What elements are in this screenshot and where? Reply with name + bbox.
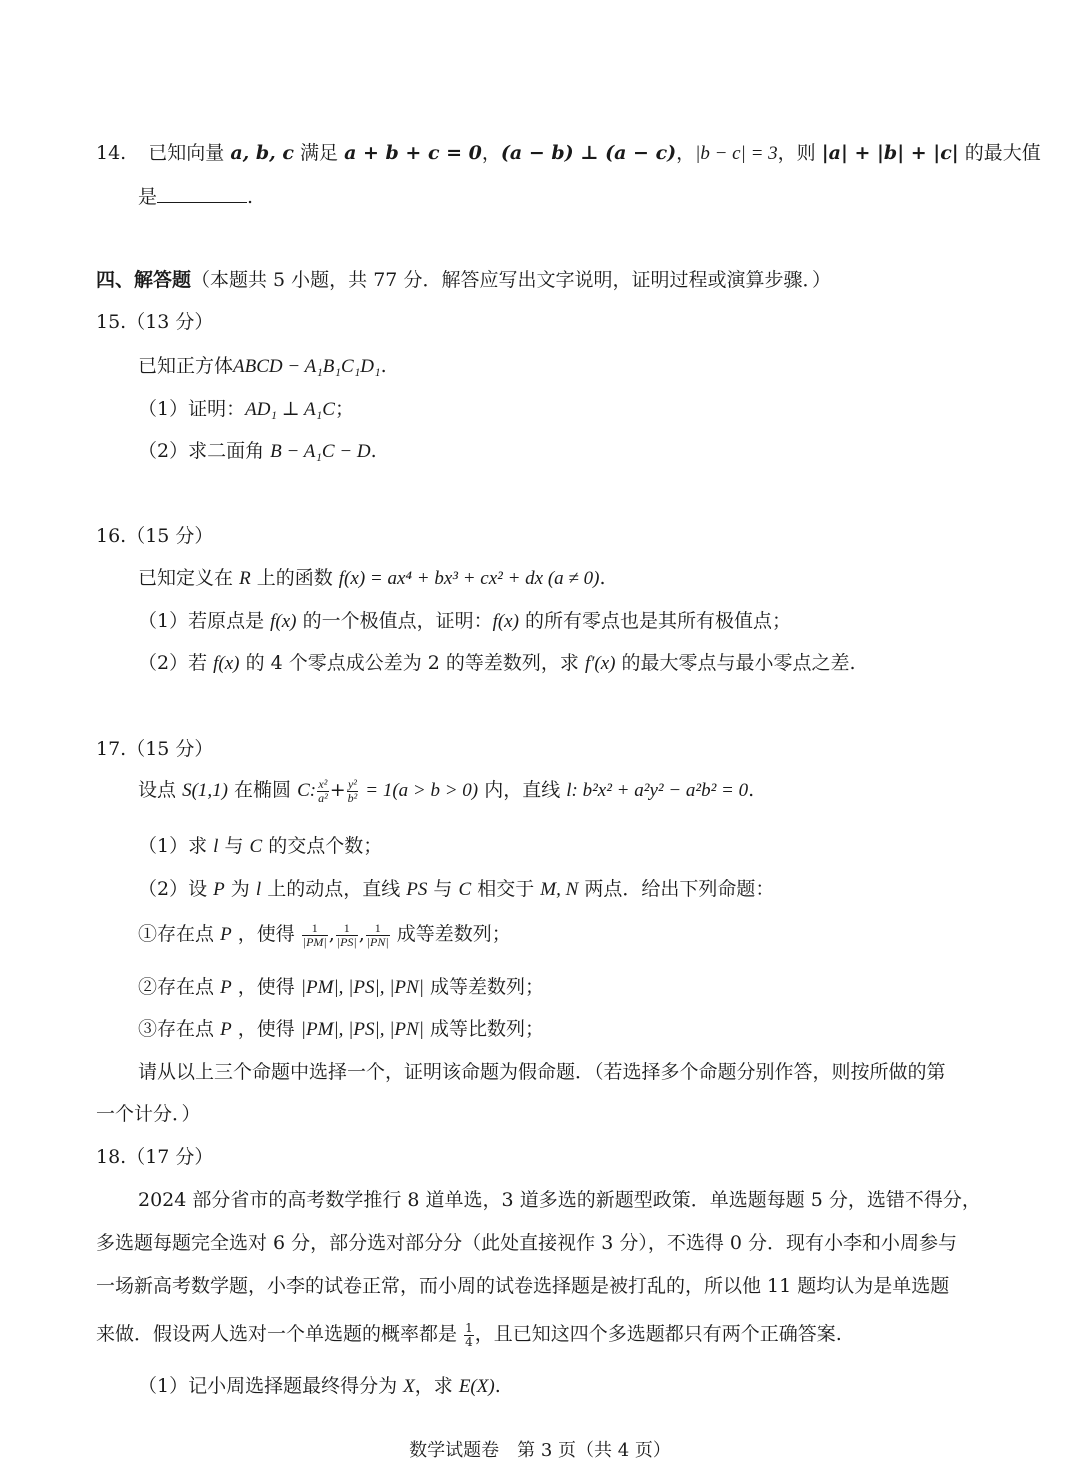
q17-frac-y: [347, 778, 359, 804]
q15-part1: （1）证明：AD₁ ⊥ A₁C；: [138, 398, 354, 420]
q14-condition-perp: (a − b) ⊥ (a − c): [500, 142, 677, 164]
q17-instruction-line1: 请从以上三个命题中选择一个，证明该命题为假命题．（若选择多个命题分别作答，则按所做的第: [138, 1061, 946, 1083]
q15-part2-math: B − A₁C − D: [270, 441, 371, 462]
q17-ps: PS: [406, 879, 428, 900]
q16-part1-c: 的所有零点也是其所有极值点；: [525, 610, 792, 632]
q17-prop-b: ，使得: [237, 1018, 295, 1040]
q17-frac-ps-den: |PS|: [336, 934, 357, 949]
q16-function: f(x) = ax⁴ + bx³ + cx² + dx (a ≠ 0): [338, 568, 600, 589]
q17-intro-a: 设点: [138, 779, 177, 802]
q15-part1-math: AD₁ ⊥ A₁C: [245, 399, 335, 420]
q17-intro-c: 内，直线: [484, 779, 561, 802]
q16-part2-c: 的最大零点与最小零点之差.: [621, 652, 856, 674]
q18-part1-b: ，求: [414, 1375, 453, 1397]
q14-condition-norm: |b − c| = 3: [695, 143, 778, 164]
q17-prop1: ①存在点 P ，使得 $\frac{1}{|PM|}$ , $\frac{1}{|PS|}$ , $\frac{1}{|PN|}$ 成等差数列；: [138, 921, 511, 949]
section-four-heading: [96, 269, 831, 292]
q16-intro: 已知定义在 R 上的函数 f(x) = ax⁴ + bx³ + cx² + dx (a ≠ 0).: [138, 567, 606, 589]
q17-part2-c: 上的动点，直线: [267, 878, 401, 900]
q18-x: X: [403, 1376, 415, 1397]
q16-part1-a: （1）若原点是: [138, 610, 265, 632]
q18-line4: [96, 1322, 842, 1348]
q17-part2-e: 两点．给出下列命题：: [584, 878, 775, 900]
q17-c: C: [249, 836, 263, 857]
q17-ellipse-eq: = 1(a > b > 0): [365, 780, 479, 802]
q17-part1-c: 的交点个数；: [268, 835, 383, 857]
q17-p: P: [220, 977, 232, 998]
q17-frac-x-den: a²: [318, 790, 328, 805]
q16-intro-a: 已知定义在: [138, 567, 234, 589]
q17-part2-b: 为: [230, 878, 250, 900]
q17-part1-b: 与: [433, 878, 453, 900]
q17-prop2-a: ②存在点: [138, 976, 215, 998]
page-footer: 数学试题卷 第 3 页（共 4 页）: [409, 1440, 671, 1461]
q18-line1: 2024 部分省市的高考数学推行 8 道单选，3 道多选的新题型政策．单选题每题 5 分，选错不得分，: [138, 1189, 981, 1211]
q18-line3: 一场新高考数学题，小李的试卷正常，而小周的试卷选择题是被打乱的，所以他 11 题均认为是单选题: [96, 1275, 950, 1297]
q17-prop2: [138, 976, 544, 1000]
q17-part2: [138, 878, 774, 902]
q17-frac-y-num: y²: [347, 777, 357, 791]
q17-frac-x: [317, 778, 329, 804]
q14-condition-sum: a + b + c = 0: [344, 142, 482, 164]
q17-frac-pm-num: 1: [302, 922, 328, 936]
q17-frac-pn-den: |PN|: [366, 934, 389, 949]
q16-domain: R: [239, 568, 251, 589]
q17-prop3-a: ③存在点: [138, 1018, 215, 1040]
q14-text-e: 是: [138, 186, 158, 208]
q14-text-b: 满足: [300, 142, 339, 164]
q17-part1-a: （1）求: [138, 835, 208, 857]
q16-part2-a: （2）若: [138, 652, 208, 674]
q17-intro: 设点 S(1,1) 在椭圆 C: $\frac{\text{x²}}{\text{a²}}$ + $\frac{\text{y²}}{\text{b²}}$ = 1(a > b > 0) 内，直线 l: b²x² + a²y² − a²b² = 0.: [138, 777, 755, 805]
q18-prob-den: 4: [465, 1334, 473, 1349]
q17-p: P: [220, 1019, 232, 1040]
q14-vectors: a, b, c: [230, 142, 294, 164]
q14-line2: 是 .: [138, 186, 254, 208]
q17-intro-b: 在椭圆: [234, 779, 292, 802]
q15-intro-text: 已知正方体: [138, 355, 234, 377]
q16-header: 16.（15 分）: [96, 525, 214, 547]
q17-prop2-c: 成等差数列；: [430, 976, 545, 998]
q17-prop3: [138, 1018, 544, 1042]
q17-p: P: [220, 924, 232, 946]
q17-frac-pm: [302, 922, 328, 948]
q17-ellipse-name: C:: [297, 780, 317, 802]
section-four-title: 四、解答题: [96, 269, 192, 291]
q17-point-s: S(1,1): [182, 780, 228, 802]
q18-part1: （1）记小周选择题最终得分为 X，求 E(X).: [138, 1375, 501, 1397]
q16-intro-b: 上的函数: [256, 567, 333, 589]
q17-l: l: [213, 836, 219, 857]
q17-triple: |PM|, |PS|, |PN|: [300, 1019, 424, 1040]
q17-frac-ps-num: 1: [336, 922, 358, 936]
q17-part1-b: 与: [224, 835, 244, 857]
q14-number: 14.: [96, 142, 127, 164]
q18-part1-a: （1）记小周选择题最终得分为: [138, 1375, 398, 1397]
q17-frac-ps: [336, 922, 358, 948]
q16-fx: f(x): [270, 611, 297, 632]
q17-prop1-a: ①存在点: [138, 923, 215, 946]
q16-part2-b: 的 4 个零点成公差为 2 的等差数列，求: [245, 652, 579, 674]
q16-part1-b: 的一个极值点，证明：: [302, 610, 493, 632]
q14-text-a: 已知向量: [148, 142, 225, 164]
q17-p: P: [213, 879, 225, 900]
q17-frac-pm-den: |PM|: [302, 934, 327, 949]
q15-header: 15.（13 分）: [96, 311, 214, 333]
q17-mn: M, N: [540, 879, 579, 900]
q14-expression: |a| + |b| + |c|: [821, 142, 959, 164]
q15-part2-label: （2）求二面角: [138, 440, 265, 462]
q15-part1-label: （1）证明：: [138, 398, 246, 420]
q16-part2: [138, 652, 856, 676]
q14-text-d: 的最大值: [964, 142, 1041, 164]
q17-prop1-c: 成等差数列；: [396, 923, 511, 946]
q16-part1: [138, 610, 791, 634]
q16-fx: f(x): [213, 653, 240, 674]
q17-prop3-c: 成等比数列；: [430, 1018, 545, 1040]
q17-prop-b: ，使得: [237, 923, 295, 946]
q18-line2: 多选题每题完全选对 6 分，部分选对部分分（此处直接视作 3 分），不选得 0 分．现有小李和小周参与: [96, 1232, 958, 1254]
q17-triple: |PM|, |PS|, |PN|: [300, 977, 424, 998]
q16-fpx: f′(x): [584, 653, 616, 674]
q17-part2-a: （2）设: [138, 878, 208, 900]
q15-part2: （2）求二面角 B − A₁C − D.: [138, 440, 377, 462]
q17-c: C: [458, 879, 472, 900]
q17-header: 17.（15 分）: [96, 738, 214, 760]
q14-answer-blank[interactable]: [157, 186, 247, 203]
q14-line1: 14. 已知向量 a, b, c 满足 a + b + c = 0，(a − b) ⊥ (a − c)，|b − c| = 3，则 |a| + |b| + |c| 的最大值: [96, 142, 1041, 164]
q17-part2-d: 相交于: [477, 878, 535, 900]
q18-expectation: E(X): [458, 1376, 495, 1397]
q18-line4-b: ，且已知这四个多选题都只有两个正确答案.: [474, 1323, 842, 1346]
q17-frac-y-den: b²: [347, 790, 358, 805]
q18-probability-fraction: [464, 1322, 474, 1348]
q18-line4-a: 来做．假设两人选对一个单选题的概率都是: [96, 1323, 458, 1346]
q17-instruction-line2: 一个计分．）: [96, 1103, 201, 1125]
q17-line-l: l: b²x² + a²y² − a²b² = 0: [566, 780, 749, 802]
q17-frac-x-num: x²: [318, 777, 328, 791]
q17-part1: [138, 835, 382, 859]
q14-text-c: ，则: [777, 142, 816, 164]
section-four-note: （本题共 5 小题，共 77 分．解答应写出文字说明，证明过程或演算步骤．）: [191, 269, 831, 291]
q17-frac-pn-num: 1: [366, 922, 390, 936]
q15-intro: 已知正方体ABCD − A₁B₁C₁D₁.: [138, 355, 387, 377]
q15-cube: ABCD − A₁B₁C₁D₁: [233, 356, 381, 377]
q16-fx: f(x): [492, 611, 519, 632]
q18-header: 18.（17 分）: [96, 1146, 214, 1168]
q17-l: l: [255, 879, 262, 900]
q18-prob-num: 1: [465, 1321, 473, 1335]
q17-prop-b: ，使得: [237, 976, 295, 998]
q17-frac-pn: [366, 922, 390, 948]
